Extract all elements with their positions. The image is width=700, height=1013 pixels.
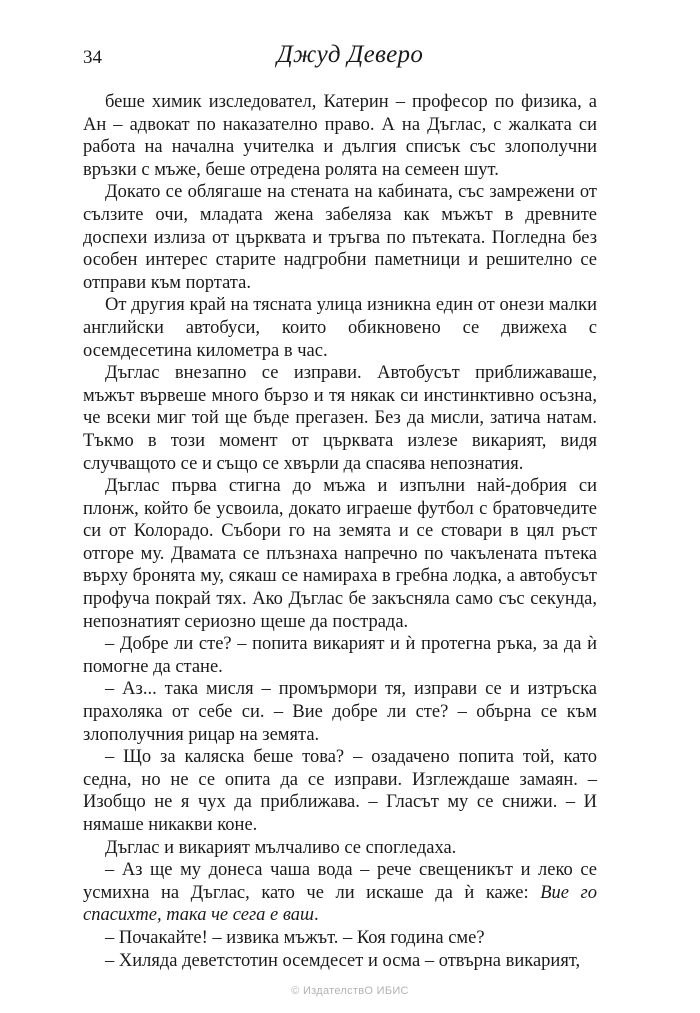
paragraph-text: Дъглас и викарият мълчаливо се спогледаха. — [105, 837, 457, 858]
dialogue-line — [83, 927, 597, 950]
paragraph-text: – Почакайте! – извика мъжът. – Коя година сме? — [105, 927, 485, 948]
paragraph-text: Докато се облягаше на стената на кабината, със замрежени от сълзите очи, младата жена забеляза как мъжът в древните доспехи излиза от църквата и тръгва по пътеката. Погледна без особен интерес старите надгробни паметници и решително се отправи към портата. — [83, 182, 597, 293]
paragraph-text: – Аз... така мисля – промърмори тя, изправи се и изтръска прахоляка от себе си. – Вие добре ли сте? – обърна се към злополучния рицар на земята. — [83, 679, 597, 745]
dialogue-line — [83, 678, 597, 746]
paragraph-text: – Добре ли сте? – попита викарият и ѝ протегна ръка, за да ѝ помогне да стане. — [83, 634, 597, 677]
paragraph-text: – Хиляда деветстотин осемдесет и осма – отвърна викарият, — [105, 950, 581, 971]
paragraph-text: – Аз ще му донеса чаша вода – рече свещеникът и леко се усмихна на Дъглас, като че ли искаше да ѝ каже: — [83, 860, 597, 903]
publisher-footer: © ИздателствО ИБИС — [291, 985, 409, 997]
dialogue-line — [83, 633, 597, 678]
dialogue-line — [83, 859, 597, 927]
dialogue-line — [83, 746, 597, 836]
italic-thought: Вие го спасихте, така че сега е ваш — [83, 882, 598, 926]
paragraph — [83, 91, 597, 181]
running-head: Джуд Деверо — [276, 41, 424, 68]
paragraph-text: Дъглас внезапно се изправи. Автобусът приближаваше, мъжът вървеше много бързо и тя някак си инстинктивно осъзна, че всеки миг той ще бъде прегазен. Без да мисли, затича натам. Тъкмо в този момент от църквата излезе викарият, видя случващото се и също се хвърли да спасява непознатия. — [83, 363, 597, 474]
page-number: 34 — [83, 47, 102, 68]
paragraph — [83, 294, 597, 362]
paragraph-text: беше химик изследовател, Катерин – професор по физика, а Ан – адвокат по наказателно право. А на Дъглас, с жалката си работа на начална учителка и дългия списък със злополучни връзки с мъже, беше отредена ролята на семеен шут. — [83, 92, 597, 180]
paragraph-text: – Що за каляска беше това? – озадачено попита той, като седна, но не се опита да се изправи. Изглеждаше замаян. – Изобщо не я чух да приближава. – Гласът му се снижи. – И нямаше никакви коне. — [83, 747, 597, 835]
paragraph-text: От другия край на тясната улица изникна един от онези малки английски автобуси, които обикновено се движеха с осемдесетина километра в час. — [83, 295, 597, 361]
paragraph — [83, 837, 597, 860]
paragraph-text: Дъглас първа стигна до мъжа и изпълни най-добрия си плонж, който бе усвоила, докато играеше футбол с братовчедите си от Колорадо. Събори го на земята и се стовари в цял ръст отгоре му. Двамата се плъзнаха напречно по чакълената пътека върху бронята му, сякаш се намираха в гребна лодка, а автобусът профуча покрай тях. Ако Дъглас бе закъсняла само със секунда, непознатият сериозно щеше да пострада. — [83, 476, 597, 632]
paragraph — [83, 181, 597, 294]
text-block — [83, 91, 597, 972]
paragraph — [83, 475, 597, 633]
paragraph-text-after: . — [314, 905, 319, 926]
dialogue-line — [83, 950, 597, 973]
paragraph — [83, 362, 597, 475]
